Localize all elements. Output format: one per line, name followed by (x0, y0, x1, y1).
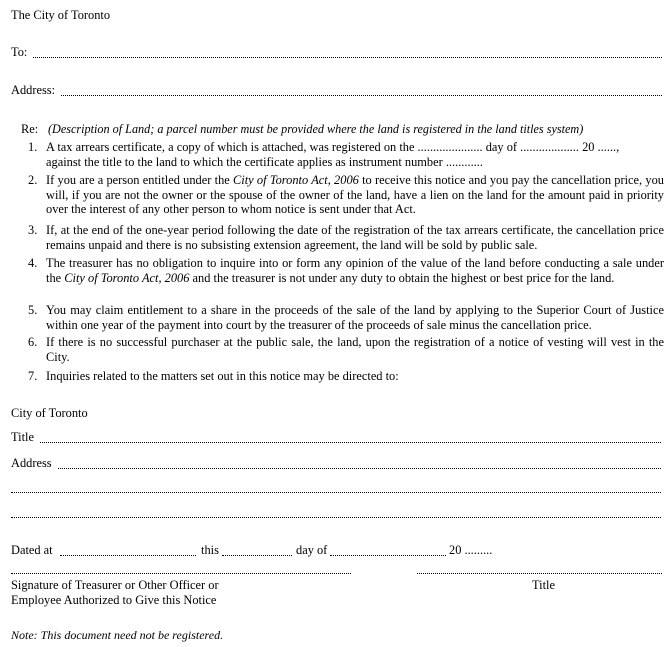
item-3-text: If, at the end of the one-year period following the date of the registration of the tax arrears certificate, the cancellation price remains unpaid and there is no subsisting extension agreement, the land will be sold by public sale. (46, 223, 664, 252)
act-name: City of Toronto Act, 2006 (233, 173, 359, 187)
item-number: 6. (28, 335, 38, 349)
contact-city: City of Toronto (11, 406, 88, 420)
act-name: City of Toronto Act, 2006 (64, 270, 190, 285)
to-field[interactable] (33, 57, 662, 58)
month-field[interactable] (330, 555, 446, 556)
item-number: 2. (28, 173, 38, 187)
signatory-title-caption: Title (532, 578, 555, 592)
this-label: this (201, 543, 219, 557)
contact-title-label: Title (11, 430, 34, 444)
item-number: 3. (28, 223, 38, 237)
dated-at-label: Dated at (11, 543, 53, 557)
list-item-4 (28, 256, 664, 302)
signatory-title-line[interactable] (417, 573, 662, 574)
item-7-text: Inquiries related to the matters set out in this notice may be directed to: (46, 369, 399, 383)
item-6-text: If there is no successful purchaser at the public sale, the land, upon the registration of a notice of vesting will vest in the City. (46, 335, 664, 364)
day-field[interactable] (222, 555, 292, 556)
list-item-3 (28, 223, 664, 253)
item-number: 5. (28, 303, 38, 317)
item-2-text: If you are a person entitled under the City of Toronto Act, 2006 to receive this notice and you pay the cancellation price, you will, if you are not the owner or the spouse of the owner of the land, have a lien on the land for the amount paid in priority over the interest of any other person to whom notice is sent under that Act. (46, 173, 664, 217)
list-item-1 (28, 140, 664, 170)
list-item-7 (28, 369, 664, 385)
list-item-6 (28, 335, 664, 365)
day-of-label: day of (296, 543, 328, 557)
item-5-text: You may claim entitlement to a share in the proceeds of the sale of the land by applying to the Superior Court of Justice within one year of the payment into court by the treasurer of the proceeds of sale minus the cancellation price. (46, 303, 664, 332)
contact-address-label: Address (11, 456, 52, 470)
address-field[interactable] (61, 95, 662, 96)
item-4-text: The treasurer has no obligation to inquire into or form any opinion of the value of the land before conducting a sale under the City of Toronto Act, 2006 and the treasurer is not under any duty to obtain the highest or best price for the land. (46, 256, 664, 285)
contact-address-field-line-3[interactable] (11, 517, 661, 518)
re-label: Re: (21, 122, 39, 136)
item-number: 4. (28, 256, 38, 270)
year-field[interactable]: 20 ......... (449, 543, 493, 557)
registration-note: Note: This document need not be registered. (11, 628, 224, 642)
signature-caption-line-1: Signature of Treasurer or Other Officer or (11, 578, 219, 592)
dated-at-field[interactable] (60, 555, 196, 556)
land-description-instructions: (Description of Land; a parcel number must be provided where the land is registered in the land titles system) (48, 122, 584, 136)
city-heading: The City of Toronto (11, 8, 111, 22)
signature-line[interactable] (11, 573, 351, 574)
item-1-line-2: against the title to the land to which the certificate applies as instrument number ............ (46, 154, 483, 169)
contact-title-field[interactable] (40, 442, 661, 443)
item-1-line-1: A tax arrears certificate, a copy of which is attached, was registered on the ..................... day of ................... 20 ......, (46, 140, 620, 154)
to-label: To: (11, 45, 28, 59)
list-item-5 (28, 303, 664, 333)
list-item-2 (28, 173, 664, 219)
contact-address-field-line-2[interactable] (11, 492, 661, 493)
signature-caption-line-2: Employee Authorized to Give this Notice (11, 593, 217, 607)
item-number: 1. (28, 140, 38, 154)
contact-address-field-line-1[interactable] (58, 468, 661, 469)
item-number: 7. (28, 369, 38, 383)
address-label: Address: (11, 83, 56, 97)
